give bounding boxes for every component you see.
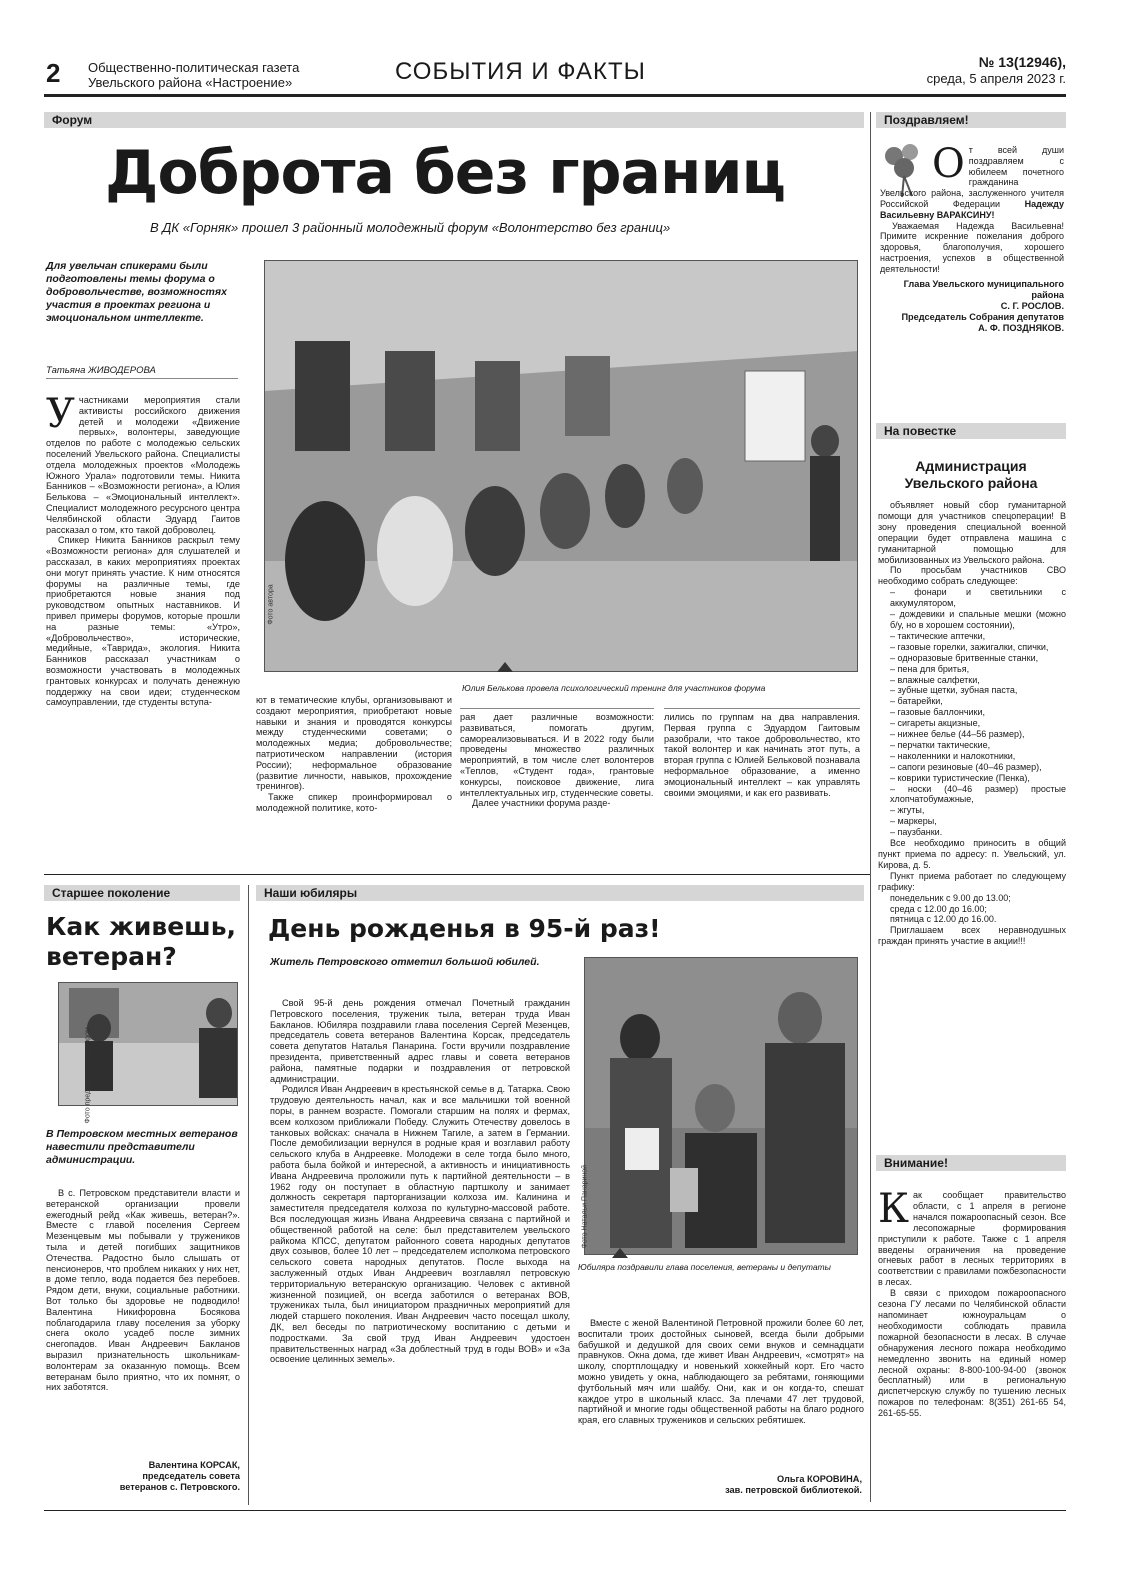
- forum-photo: [264, 260, 858, 672]
- agenda-schedule-item: среда с 12.00 до 16.00;: [890, 903, 987, 914]
- birthday-col-1-text-a: Свой 95-й день рождения отмечал Почетный гражданин Петровского поселения, труженик тыла, ветеран труда Иван Бакланов. Юбиляра поздравили глава поселения Сергей Мезенцев, председатель совета ветеранов Валентина Корсак, председатель совета депутатов Наталья Панарина. Гости вручили поздравление президента, приветственный адрес главы и совета ветеранов района, памятные подарки и поздравления от петровской администрации.: [270, 998, 570, 1084]
- main-col-3-text-a: рая дает различные возможности: развиваться, помогать другим, самореализовываться. И в 2022 году были проведены множество различных мероприятий, в том числе слет волонтеров «Теплов, «Студент года», грантовые конкурсы, поисковое движение, лига интеллектуальных игр, студенческие советы.: [460, 712, 654, 798]
- congrats-text-b: Уважаемая Надежда Васильевна! Примите искренние пожелания доброго здоровья, благополучия, хорошего настроения, успехов в общественной деятельности!: [880, 220, 1064, 274]
- rubric-congrats-label: Поздравляем!: [884, 113, 969, 127]
- agenda-item: – дождевики и спальные мешки (можно б/у, но в хорошем состоянии),: [890, 609, 1066, 630]
- agenda-schedule-intro: Пункт приема работает по следующему графику:: [878, 870, 1066, 892]
- congrats-sign2-name: А. Ф. ПОЗДНЯКОВ.: [978, 322, 1064, 333]
- mid-rule: [44, 874, 870, 875]
- main-col-3-text-b: Далее участники форума разде-: [472, 798, 611, 809]
- veteran-headline-line-2: ветеран?: [46, 942, 177, 971]
- agenda-item: – носки (40–46 размер) простые хлопчатобумажные,: [890, 783, 1066, 805]
- rubric-agenda: [876, 423, 1066, 439]
- section-title: СОБЫТИЯ И ФАКТЫ: [395, 58, 646, 85]
- agenda-schedule-item: пятница с 12.00 до 16.00.: [890, 914, 997, 925]
- forum-photo-image: [265, 261, 858, 672]
- congrats-sign1-role: Глава Увельского муниципального района: [903, 278, 1064, 300]
- veteran-text: [46, 1188, 240, 1448]
- veteran-column-rule: [248, 885, 249, 1505]
- agenda-item: – одноразовые бритвенные станки,: [890, 652, 1039, 663]
- agenda-title: [876, 458, 1066, 492]
- rubric-veteran: [44, 885, 240, 901]
- birthday-col-1: [270, 998, 570, 1466]
- birthday-photo: [581, 957, 858, 1255]
- birthday-sign-role: зав. петровской библиотекой.: [725, 1485, 862, 1495]
- rubric-forum: [44, 112, 864, 128]
- main-col-2-text-b: Также спикер проинформировал о молодежной политике, кото-: [256, 792, 452, 813]
- page-number: 2: [46, 58, 61, 88]
- rubric-veteran-label: Старшее поколение: [52, 886, 171, 900]
- main-col-1: [46, 395, 240, 861]
- veteran-headline-line-1: Как живешь,: [46, 912, 237, 941]
- agenda-item: – газовые горелки, зажигалки, спички,: [890, 641, 1049, 652]
- main-col-1-text-a: частниками мероприятия стали активисты российского движения детей и молодежи «Движение первых», волонтеры, заведующие отделов по работе с молодежью сельских поселений Увельского района. Специалисты отдела молодежных проектов «Молодежь Южного Урала» подготовили темы. Никита Банников – «Возможности региона», а Юлия Белькова – «Эмоциональный интеллект». Специалист молодежного ресурсного центра Челябинской области Эдуард Гаитов рассказал о том, кто такой доброволец.: [46, 395, 240, 535]
- agenda-title-line-2: Увельского района: [904, 475, 1038, 491]
- agenda-intro-2: По просьбам участников СВО необходимо собрать следующее:: [878, 565, 1066, 587]
- veteran-photo-credit: Фото предоставлено автором: [84, 1027, 92, 1124]
- birthday-sign-name: Ольга КОРОВИНА,: [777, 1474, 862, 1484]
- agenda-item: – нижнее белье (44–56 размер),: [890, 729, 1025, 740]
- main-lead: Для увельчан спикерами были подготовлены темы форума о добровольчестве, возможностях участия в проектах региона и эмоциональном интеллекте.: [46, 260, 227, 324]
- birthday-lead: Житель Петровского отметил большой юбилей.: [270, 956, 540, 968]
- agenda-schedule: [878, 893, 1066, 926]
- rubric-attention: [876, 1155, 1066, 1171]
- main-col-2: [256, 695, 452, 861]
- agenda-item: – газовые баллончики,: [890, 707, 985, 718]
- agenda-item: – влажные салфетки,: [890, 674, 980, 685]
- issue-number: № 13(12946),: [978, 54, 1066, 70]
- veteran-sign-name: Валентина КОРСАК,: [148, 1460, 240, 1470]
- congrats-sign1-name: С. Г. РОСЛОВ.: [1000, 300, 1064, 311]
- agenda-item: – сигареты акцизные,: [890, 718, 981, 729]
- veteran-text-body: В с. Петровском представители власти и ветеранской организации провели ежегодный рейд «Как живешь, ветеран?». Вместе с главой поселения Сергеем Мезенцевым мы побывали у тружеников тыла и детей погибших защитников Отечества. Радостно было слышать от пенсионеров, что проблем никаких у них нет, в доме тепло, вода подается без перебоев. Рядом дети, внуки, социальные работники. Вот только бы здоровье не подводило! Валентина Никифоровна Босякова поблагодарила главу поселения за уборку снега около усадеб после зимних снегопадов. Иван Андреевич Бакланов выразил признательность школьникам-волонтерам за оказанную помощь. Всем ветеранам было приятно, что их помнят, о них заботятся.: [46, 1188, 240, 1393]
- main-col-1-text-b: Спикер Никита Банников раскрыл тему «Возможности региона» для слушателей и рассказал, в каких мероприятиях проектах они могут принять участие. К ним относятся форумы на различные темы, где приобретаются новые знания под руководством опытных наставников. И привел примеры форумов, которые прошли на разные темы: «Утро», «Добровольчество», исторические, медийные, «Таврида», экология. Никита Банников рассказал участникам о возможности участвовать в молодежных грантовых конкурсах и получать денежную поддержку на свои идеи; студенческом самоуправлении, где студенты вступа-: [46, 535, 240, 708]
- footer-rule: [44, 1510, 1066, 1511]
- congrats-text-a: т всей души поздравляем с юбилеем почетного гражданина Увельского района, заслуженного учителя Российской Федерации: [880, 145, 1064, 209]
- attention-text-b: В связи с приходом пожароопасного сезона ГУ лесами по Челябинской области напоминает южноуральцам о необходимости соблюдать правила пожарной безопасности в лесах. В случае обнаружения лесного пожара необходимо немедленно звонить на единый номер лесной охраны: 8-800-100-94-00 (звонок бесплатный) или в региональную диспетчерскую службу по тушению лесных пожаров по телефонам: 8(351) 261-65 54, 261-65-55.: [878, 1288, 1066, 1419]
- birthday-caption-marker: [612, 1248, 628, 1258]
- congrats-signature-2: [880, 312, 1064, 334]
- rubric-attention-label: Внимание!: [884, 1156, 948, 1170]
- agenda-item: – фонари и светильники с аккумулятором,: [890, 587, 1066, 609]
- veteran-sign-role-2: ветеранов с. Петровского.: [119, 1482, 240, 1492]
- agenda-schedule-item: понедельник с 9.00 до 13.00;: [890, 892, 1011, 903]
- agenda-item-list: [878, 587, 1066, 838]
- rubric-birthday: [256, 885, 864, 901]
- veteran-lead: В Петровском местных ветеранов навестили представители администрации.: [46, 1128, 238, 1166]
- veteran-headline: [46, 912, 236, 972]
- main-dropcap: У: [46, 395, 75, 437]
- agenda-item: – паузбанки.: [890, 827, 943, 838]
- rubric-agenda-label: На повестке: [884, 424, 957, 438]
- agenda-item: – маркеры,: [890, 816, 937, 827]
- birthday-col-1-text-b: Родился Иван Андреевич в крестьянской семье в д. Татарка. Свою трудовую деятельность начал, как и все мальчишки той военной поры, в раннем возрасте. Помогали старшим на полях и фермах, всем колхозом приближали Победу. Служить Отечеству довелось в танковых войсках: сначала в Нижнем Тагиле, а затем в Германии. После демобилизации вернулся в родные края и возглавил работу сельского клуба в Андреевке. Молодежи в селе тогда было много, работа была бойкой и интересной, а активность и инициативность Ивана Андреевича проложили путь к партийной деятельности – в 1962 году он поступает в областную партшколу и занимает должность секретаря парторганизации колхоза им. Калинина и заместителя председателя колхоза по культурно-массовой работе. Вся последующая жизнь Ивана Андреевича связана с партийной и общественной работой на селе: был представителем увельского райкома КПСС, депутатом районного совета народных депутатов двух созывов, более 10 лет – председателем исполкома петровского сельского совета народных депутатов. После выхода на заслуженный отдых Иван Андреевич возглавлял петровскую территориальную ветеранскую организацию. Человек с активной жизненной позицией, он всегда заботился о ветеранах ВОВ, тружениках тыла, был инициатором праздничных мероприятий для людей старшего поколения. Иван Андреевич часто посещал школу, ДК, вел беседы по патриотическому воспитанию с детьми и подростками. За свой труд Иван Андреевич удостоен правительственных наград «За доблестный труд в годы ВОВ» и «За освоение целинных земель».: [270, 1084, 570, 1365]
- issue-info: [927, 54, 1066, 87]
- main-author: Татьяна ЖИВОДЕРОВА: [46, 365, 238, 379]
- forum-photo-credit: Фото автора: [267, 584, 275, 625]
- main-col-4: [664, 708, 860, 861]
- publication-line-2: Увельского района «Настроение»: [88, 75, 293, 90]
- veteran-signature: [46, 1460, 240, 1493]
- issue-date: среда, 5 апреля 2023 г.: [926, 71, 1066, 86]
- birthday-col-2: [578, 1318, 864, 1458]
- birthday-headline: День рожденья в 95-й раз!: [268, 914, 661, 943]
- header-rule: [44, 94, 1066, 97]
- agenda-item: – пена для бритья,: [890, 663, 970, 674]
- agenda-item: – тактические аптечки,: [890, 630, 986, 641]
- congrats-text: [880, 145, 1064, 395]
- main-col-2-text-a: ют в тематические клубы, организовывают и создают мероприятия, приобретают новые навыки и знания и проводятся конкурсы между студенческими советами; о молодежных медиа; добровольчестве; патриотическом направлении (история России); неформальное образование (развитие личности, навыков, прохождение тренингов).: [256, 695, 452, 792]
- agenda-text: [878, 500, 1066, 1140]
- birthday-signature: [578, 1474, 862, 1496]
- caption-marker: [497, 662, 513, 672]
- main-headline: Доброта без границ: [105, 138, 785, 208]
- agenda-item: – зубные щетки, зубная паста,: [890, 685, 1018, 696]
- birthday-photo-credit: Фото Натальи Панариной: [581, 1164, 589, 1249]
- agenda-invite: Приглашаем всех неравнодушных граждан принять участие в акции!!!: [878, 925, 1066, 947]
- agenda-item: – наколенники и налокотники,: [890, 750, 1016, 761]
- birthday-photo-image: [585, 958, 858, 1255]
- congrats-signature-1: [880, 279, 1064, 312]
- birthday-photo-caption: Юбиляра поздравили глава поселения, ветераны и депутаты: [578, 1262, 831, 1272]
- forum-photo-caption: Юлия Белькова провела психологический тренинг для участников форума: [462, 683, 766, 693]
- main-col-3: [460, 708, 654, 861]
- main-subhead: В ДК «Горняк» прошел 3 районный молодежный форум «Волонтерство без границ»: [150, 220, 671, 235]
- attention-text: [878, 1190, 1066, 1508]
- rubric-forum-label: Форум: [52, 113, 93, 127]
- veteran-sign-role-1: председатель совета: [142, 1471, 240, 1481]
- congrats-dropcap: О: [932, 145, 965, 187]
- congrats-sign2-role: Председатель Собрания депутатов: [901, 311, 1064, 322]
- agenda-item: – перчатки тактические,: [890, 739, 991, 750]
- rubric-birthday-label: Наши юбиляры: [264, 886, 358, 900]
- rubric-congrats: [876, 112, 1066, 128]
- birthday-col-2-text: Вместе с женой Валентиной Петровной прожили более 60 лет, воспитали троих достойных сыновей, всегда были добрыми бабушкой и дедушкой для своих семи внуков и семнадцати правнуков. Окна дома, где живет Иван Андреевич, «смотрят» на школу, спортплощадку и новенький хоккейный корт. Его часто можно увидеть у окна, наблюдающего за ребятами, гоняющими футбольный мяч или шайбу. Они, как и он когда-то, спешат каждое утро в школьный класс. За плечами 47 лет трудовой, партийной и многие годы общественной работы на благо родного края, его славных тружеников и сельских ребятишек.: [578, 1318, 864, 1426]
- main-col-4-text: лились по группам на два направления. Первая группа с Эдуардом Гаитовым разобрали, что такое добровольчество, кто такой волонтер и как начинать этот путь, а вторая группа с Юлией Бельковой познавала неформальное образование, а именно эмоциональный интеллект – как управлять своими эмоциями, и как его развивать.: [664, 712, 860, 798]
- publication-name: [88, 60, 348, 90]
- agenda-item: – коврики туристические (Пенка),: [890, 772, 1030, 783]
- congrats-name: Надежду Васильевну ВАРАКСИНУ!: [880, 198, 1064, 220]
- attention-text-a: ак сообщает правительство области, с 1 апреля в регионе начался пожароопасный сезон. Все лесопожарные формирования приступили к работе. Также с 1 апреля введены ограничения на проведение огневых работ в лесных территориях в соответствии с правилами пожбезопасности в лесах.: [878, 1190, 1066, 1288]
- agenda-address: Все необходимо приносить в общий пункт приема по адресу: п. Увельский, ул. Кирова, д. 5.: [878, 838, 1066, 870]
- agenda-title-line-1: Администрация: [915, 458, 1027, 474]
- right-column-rule: [870, 112, 871, 1502]
- agenda-item: – жгуты,: [890, 805, 925, 816]
- agenda-item: – батарейки,: [890, 696, 943, 707]
- publication-line-1: Общественно-политическая газета: [88, 60, 300, 75]
- agenda-item: – сапоги резиновые (40–46 размер),: [890, 761, 1042, 772]
- attention-dropcap: К: [878, 1190, 909, 1232]
- agenda-intro: объявляет новый сбор гуманитарной помощи для участников спецоперации! В зону проведения специальной военной операции будет отправлена машина с гуманитарной помощью для мобилизованных из Увельского района.: [878, 500, 1066, 565]
